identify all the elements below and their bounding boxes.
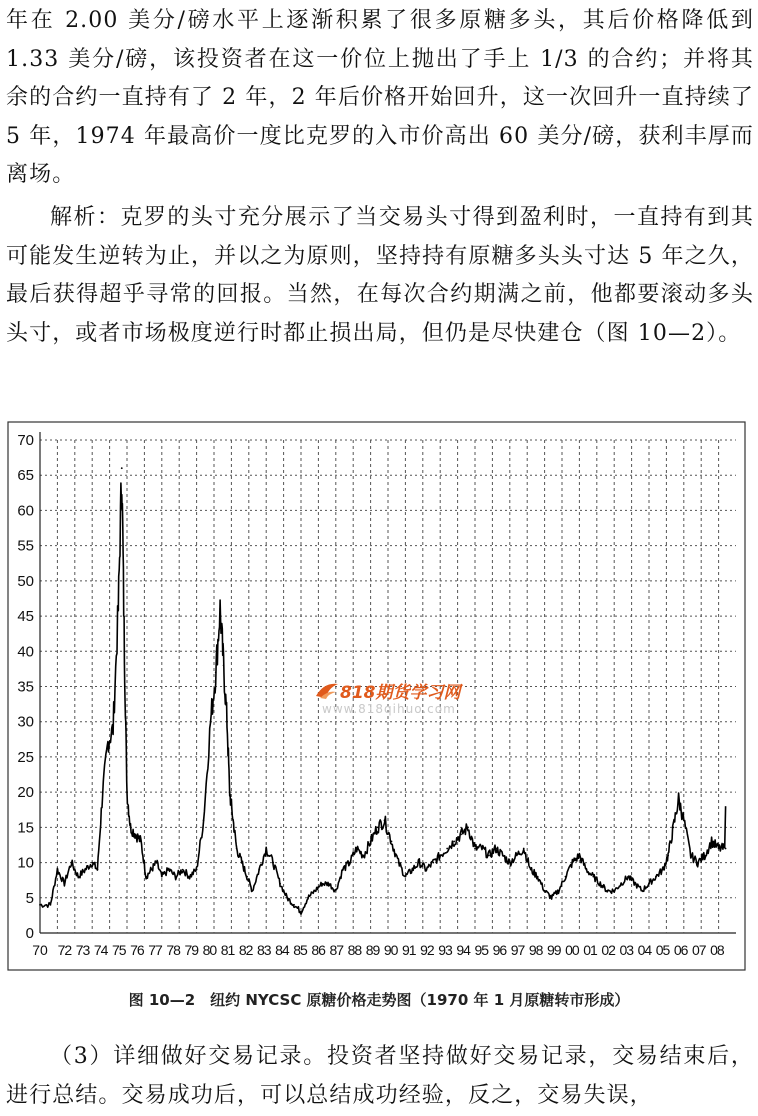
price-point — [123, 650, 125, 652]
price-point — [363, 855, 365, 857]
price-point — [565, 876, 567, 878]
price-point — [232, 819, 234, 821]
figure-caption: 图 10—2 纽约 NYCSC 原糖价格走势图（1970 年 1 月原糖转市形成） — [128, 991, 630, 1009]
price-point — [655, 876, 657, 878]
x-tick-label: 73 — [75, 942, 90, 958]
price-point — [39, 904, 41, 906]
y-tick-label: 70 — [17, 432, 34, 449]
price-point — [328, 883, 330, 885]
price-point — [425, 869, 427, 871]
price-point — [606, 890, 608, 892]
y-tick-label: 20 — [17, 784, 34, 802]
price-point — [711, 841, 713, 843]
price-point — [50, 904, 52, 906]
price-point — [215, 672, 217, 674]
price-point — [229, 791, 231, 793]
price-point — [432, 862, 434, 864]
price-point — [117, 608, 119, 610]
price-point — [97, 869, 99, 871]
y-tick-label: 25 — [17, 748, 34, 766]
x-tick-label: 98 — [528, 942, 543, 958]
x-tick-label: 74 — [93, 942, 108, 958]
price-point — [509, 862, 511, 864]
x-tick-label: 08 — [710, 942, 724, 958]
price-point — [356, 848, 358, 850]
x-tick-label: 91 — [401, 942, 416, 958]
price-point — [70, 862, 72, 864]
price-point — [210, 721, 212, 723]
price-point — [551, 897, 553, 899]
watermark-title: 818期货学习网 — [340, 683, 461, 703]
flame-logo-icon — [314, 680, 340, 700]
price-point — [667, 855, 669, 857]
price-point — [697, 862, 699, 864]
price-point — [314, 890, 316, 892]
price-point — [196, 869, 198, 871]
price-point — [321, 883, 323, 885]
x-tick-label: 96 — [492, 942, 507, 958]
price-point — [182, 869, 184, 871]
price-point — [126, 791, 128, 793]
price-point — [678, 798, 680, 800]
price-point — [140, 841, 142, 843]
watermark-url: www.818qihuo.com — [322, 702, 456, 716]
price-point — [558, 890, 560, 892]
price-point — [460, 834, 462, 836]
paragraph-intro: 年在 2.00 美分/磅水平上逐渐积累了很多原糖多头，其后价格降低到 1.33 美分/磅，该投资者在这一价位上抛出了手上 1/3 的合约；并将其余的合约一直持有了 2 年，2 年后价格开始回升，这一次回升一直持续了 5 年，1974 年最高价一度比克罗的入市价高出 60 美分/磅，获利丰厚而离场。 — [6, 8, 754, 187]
price-point — [516, 855, 518, 857]
price-point — [300, 911, 302, 913]
price-point — [398, 862, 400, 864]
x-tick-label: 79 — [184, 942, 199, 958]
x-tick-label: 97 — [510, 942, 525, 958]
x-tick-label: 89 — [365, 942, 380, 958]
x-tick-label: 85 — [293, 942, 307, 958]
price-point — [112, 728, 114, 730]
price-point — [77, 876, 79, 878]
x-tick-label: 75 — [111, 942, 126, 958]
price-point — [579, 855, 581, 857]
price-point — [613, 890, 615, 892]
paragraph-analysis: 解析：克罗的头寸充分展示了当交易头寸得到盈利时，一直持有到其可能发生逆转为止，并以之为原则，坚持持有原糖多头头寸达 5 年之久，最后获得超乎寻常的回报。当然，在每次合约期满之前，他都要滚动多头头寸，或者市场极度逆行时都止损出局，但仍是尽快建仓（图 10—2）。 — [6, 205, 754, 346]
watermark — [320, 678, 490, 722]
price-point — [634, 883, 636, 885]
x-tick-label: 83 — [256, 942, 271, 958]
price-point — [168, 869, 170, 871]
price-point — [335, 890, 337, 892]
price-point — [474, 848, 476, 850]
price-point — [641, 890, 643, 892]
price-point — [439, 855, 441, 857]
price-point — [349, 862, 351, 864]
price-point — [342, 869, 344, 871]
price-point — [523, 848, 525, 850]
x-tick-label: 99 — [546, 942, 561, 958]
x-tick-label: 06 — [673, 942, 688, 958]
price-point — [226, 721, 228, 723]
x-tick-label: 82 — [238, 942, 253, 958]
price-point — [161, 876, 163, 878]
price-point — [265, 848, 267, 850]
price-point — [572, 862, 574, 864]
price-point — [683, 819, 685, 821]
y-tick-label: 65 — [17, 467, 34, 485]
price-point — [592, 876, 594, 878]
price-point — [672, 826, 674, 828]
price-point — [107, 742, 109, 744]
x-tick-label: 86 — [311, 942, 325, 958]
price-point — [704, 855, 706, 857]
x-tick-label: 95 — [474, 942, 489, 958]
price-point — [293, 904, 295, 906]
x-tick-label: 88 — [347, 942, 362, 958]
price-point — [102, 791, 104, 793]
price-point — [236, 848, 238, 850]
x-tick-label: 84 — [275, 942, 289, 958]
price-point — [530, 869, 532, 871]
price-point — [662, 869, 664, 871]
price-point — [620, 883, 622, 885]
y-tick-label: 5 — [25, 889, 34, 907]
price-point — [307, 897, 309, 899]
y-tick-label: 50 — [17, 572, 34, 590]
price-point — [411, 869, 413, 871]
y-tick-label: 35 — [17, 678, 34, 696]
paragraph-record-keeping: （3）详细做好交易记录。投资者坚持做好交易记录，交易结束后，进行总结。交易成功后，可以总结成功经验，反之，交易失误， — [6, 1044, 754, 1108]
y-tick-label: 0 — [25, 925, 34, 942]
price-point — [391, 841, 393, 843]
x-tick-label: 01 — [583, 942, 597, 958]
x-tick-label: 07 — [691, 942, 706, 958]
price-point — [446, 848, 448, 850]
price-point — [145, 876, 147, 878]
price-point — [251, 890, 253, 892]
x-tick-label: 92 — [420, 942, 434, 958]
price-point — [599, 883, 601, 885]
y-tick-label: 60 — [17, 502, 34, 520]
price-point — [91, 862, 93, 864]
price-point — [467, 826, 469, 828]
y-tick-label: 40 — [17, 643, 34, 661]
price-point — [718, 848, 720, 850]
price-point — [405, 876, 407, 878]
price-point — [219, 608, 221, 610]
price-point — [223, 664, 225, 666]
price-point — [481, 848, 483, 850]
x-tick-label: 90 — [383, 942, 398, 958]
price-point — [418, 862, 420, 864]
x-tick-label: 76 — [130, 942, 144, 958]
price-point — [537, 876, 539, 878]
x-tick-label: 78 — [166, 942, 180, 958]
price-point — [272, 862, 274, 864]
x-tick-label: 93 — [438, 942, 452, 958]
x-tick-label: 87 — [329, 942, 344, 958]
price-point — [258, 869, 260, 871]
y-tick-label: 55 — [17, 537, 34, 555]
price-point — [585, 869, 587, 871]
price-point — [156, 862, 158, 864]
price-point — [648, 883, 650, 885]
x-tick-label: 05 — [655, 942, 670, 958]
price-point — [84, 869, 86, 871]
x-tick-label: 94 — [456, 942, 470, 958]
x-tick-label: 00 — [565, 942, 579, 958]
price-point — [377, 826, 379, 828]
price-point — [544, 890, 546, 892]
price-point — [725, 848, 727, 850]
price-point — [135, 834, 137, 836]
x-tick-label: 77 — [148, 942, 162, 958]
price-point — [690, 855, 692, 857]
price-point — [286, 897, 288, 899]
x-tick-label: 72 — [57, 942, 72, 958]
x-tick-label: 81 — [220, 942, 235, 958]
x-tick-label: 03 — [619, 942, 634, 958]
y-tick-label: 45 — [17, 608, 34, 626]
price-point — [495, 848, 497, 850]
price-point — [121, 467, 123, 469]
price-point — [453, 841, 455, 843]
price-point — [241, 862, 243, 864]
x-tick-label: 80 — [202, 942, 217, 958]
price-point — [57, 869, 59, 871]
y-tick-label: 30 — [17, 713, 34, 731]
y-tick-label: 15 — [17, 819, 34, 837]
price-point — [370, 841, 372, 843]
price-point — [627, 876, 629, 878]
y-tick-label: 10 — [17, 854, 34, 872]
price-point — [63, 883, 65, 885]
price-point — [189, 876, 191, 878]
price-point — [384, 819, 386, 821]
price-point — [175, 876, 177, 878]
price-point — [130, 826, 132, 828]
x-tick-label: 70 — [32, 942, 48, 958]
x-tick-label: 04 — [637, 942, 652, 958]
price-point — [488, 855, 490, 857]
price-point — [502, 855, 504, 857]
price-point — [150, 869, 152, 871]
price-point — [279, 883, 281, 885]
price-point — [203, 819, 205, 821]
price-point — [246, 876, 248, 878]
x-tick-label: 02 — [601, 942, 615, 958]
